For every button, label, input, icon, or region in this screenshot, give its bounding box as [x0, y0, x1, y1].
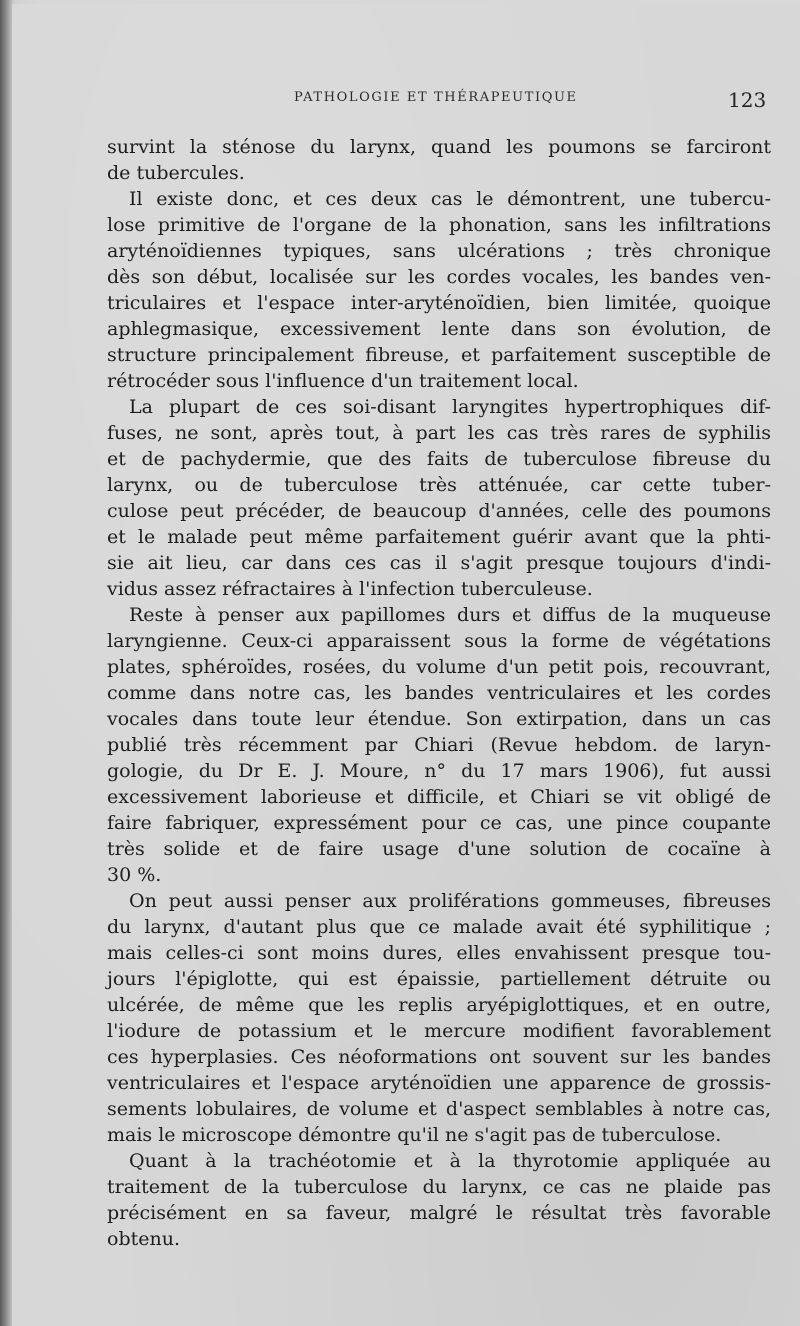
text-line: On peut aussi penser aux proliférations gommeuses, fibreuses: [129, 890, 771, 912]
text-line: vidus assez réfractaires à l'infection tuberculeuse.: [107, 578, 593, 600]
text-line: traitement de la tuberculose du larynx, ce cas ne plaide pas: [107, 1176, 771, 1198]
text-line: laryngienne. Ceux-ci apparaissent sous la forme de végétations: [107, 630, 771, 652]
text-line: Il existe donc, et ces deux cas le démontrent, une tubercu-: [129, 188, 771, 210]
text-line: du larynx, d'autant plus que ce malade avait été syphilitique ;: [107, 916, 771, 938]
paragraph-1: [107, 134, 771, 186]
text-line: ces hyperplasies. Ces néoformations ont souvent sur les bandes: [107, 1046, 771, 1068]
text-line: l'iodure de potassium et le mercure modifient favorablement: [107, 1020, 771, 1042]
text-line: gologie, du Dr E. J. Moure, n° du 17 mars 1906), fut aussi: [107, 760, 771, 782]
text-line: obtenu.: [107, 1228, 180, 1250]
text-line: de tubercules.: [107, 162, 245, 184]
text-line: Reste à penser aux papillomes durs et diffus de la muqueuse: [129, 604, 771, 626]
text-line: excessivement laborieuse et difficile, et Chiari se vit obligé de: [107, 786, 771, 808]
text-line: 30 %.: [107, 864, 162, 886]
text-line: comme dans notre cas, les bandes ventriculaires et les cordes: [107, 682, 771, 704]
text-line: sements lobulaires, de volume et d'aspect semblables à notre cas,: [107, 1098, 771, 1120]
text-line: faire fabriquer, expressément pour ce cas, une pince coupante: [107, 812, 771, 834]
text-line: fuses, ne sont, après tout, à part les cas très rares de syphilis: [107, 422, 771, 444]
text-line: La plupart de ces soi-disant laryngites hypertrophiques dif-: [129, 396, 771, 418]
text-line: mais le microscope démontre qu'il ne s'agit pas de tuberculose.: [107, 1124, 722, 1146]
text-line: mais celles-ci sont moins dures, elles envahissent presque tou-: [107, 942, 771, 964]
paragraph-4: [107, 602, 771, 888]
paragraph-3: [107, 394, 771, 602]
text-line: jours l'épiglotte, qui est épaissie, partiellement détruite ou: [107, 968, 771, 990]
text-line: larynx, ou de tuberculose très atténuée, car cette tuber-: [107, 474, 771, 496]
text-line: précisément en sa faveur, malgré le résultat très favorable: [107, 1202, 771, 1224]
book-page: [12, 4, 800, 1326]
text-line: Quant à la trachéotomie et à la thyrotomie appliquée au: [129, 1150, 771, 1172]
paragraph-2: [107, 186, 771, 394]
paragraph-6: [107, 1148, 771, 1252]
running-title: PATHOLOGIE ET THÉRAPEUTIQUE: [294, 90, 578, 105]
text-line: triculaires et l'espace inter-aryténoïdien, bien limitée, quoique: [107, 292, 771, 314]
text-line: aphlegmasique, excessivement lente dans son évolution, de: [107, 318, 771, 340]
text-line: sie ait lieu, car dans ces cas il s'agit presque toujours d'indi-: [107, 552, 771, 574]
paragraph-5: [107, 888, 771, 1148]
text-line: dès son début, localisée sur les cordes vocales, les bandes ven-: [107, 266, 771, 288]
text-line: lose primitive de l'organe de la phonation, sans les infiltrations: [107, 214, 771, 236]
text-line: et de pachydermie, que des faits de tuberculose fibreuse du: [107, 448, 771, 470]
text-line: plates, sphéroïdes, rosées, du volume d'un petit pois, recouvrant,: [107, 656, 771, 678]
text-line: structure principalement fibreuse, et parfaitement susceptible de: [107, 344, 771, 366]
text-line: publié très récemment par Chiari (Revue hebdom. de laryn-: [107, 734, 771, 756]
text-line: ventriculaires et l'espace aryténoïdien une apparence de grossis-: [107, 1072, 771, 1094]
text-line: vocales dans toute leur étendue. Son extirpation, dans un cas: [107, 708, 771, 730]
text-line: rétrocéder sous l'influence d'un traitement local.: [107, 370, 579, 392]
page-number: 123: [728, 88, 767, 112]
text-line: ulcérée, de même que les replis aryépiglottiques, et en outre,: [107, 994, 771, 1016]
text-line: et le malade peut même parfaitement guérir avant que la phti-: [107, 526, 771, 548]
page-body: [107, 134, 771, 1252]
text-line: survint la sténose du larynx, quand les poumons se farciront: [107, 136, 771, 158]
text-line: culose peut précéder, de beaucoup d'années, celle des poumons: [107, 500, 771, 522]
text-line: très solide et de faire usage d'une solution de cocaïne à: [107, 838, 771, 860]
text-line: aryténoïdiennes typiques, sans ulcérations ; très chronique: [107, 240, 771, 262]
